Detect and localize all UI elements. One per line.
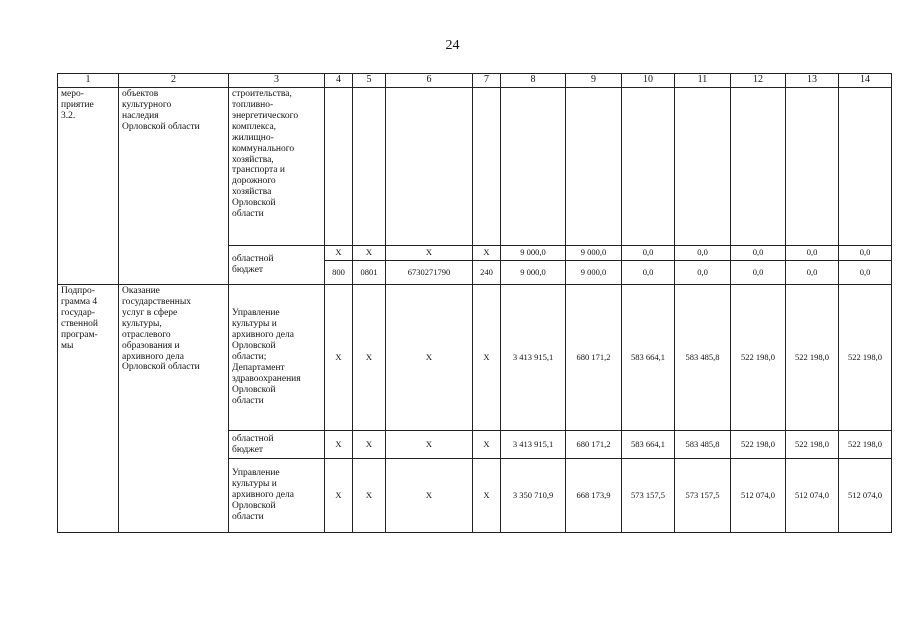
column-number: 4 (325, 74, 353, 88)
value-cell: 680 171,2 (566, 285, 622, 431)
column-number: 2 (119, 74, 229, 88)
page-number: 24 (445, 38, 460, 53)
value-cell: 522 198,0 (839, 431, 892, 459)
value-cell: 522 198,0 (731, 285, 786, 431)
column-number: 11 (675, 74, 731, 88)
value-cell: 0,0 (731, 246, 786, 261)
column-number: 13 (786, 74, 839, 88)
value-cell: 0,0 (839, 246, 892, 261)
value-cell: 573 157,5 (622, 459, 675, 533)
column-number: 5 (353, 74, 386, 88)
value-cell: 512 074,0 (731, 459, 786, 533)
value-cell: 522 198,0 (839, 285, 892, 431)
value-cell: 0,0 (675, 261, 731, 285)
value-cell: 680 171,2 (566, 431, 622, 459)
value-cell: 0,0 (786, 246, 839, 261)
executor-cell: строительства, топливно- энергетического комплекса, жилищно- коммунального хозяйства, транспорта и дорожного хозяйства Орловской области (229, 88, 325, 246)
value-cell: 3 413 915,1 (501, 431, 566, 459)
value-cell: 0,0 (731, 261, 786, 285)
value-cell: X (473, 246, 501, 261)
column-number: 9 (566, 74, 622, 88)
value-cell: X (325, 431, 353, 459)
value-cell: 512 074,0 (786, 459, 839, 533)
budget-table (57, 73, 892, 533)
item-code-cell: Подпро- грамма 4 государ- ственной програм- мы (58, 285, 119, 533)
value-cell: 583 664,1 (622, 431, 675, 459)
value-cell: X (353, 431, 386, 459)
value-cell: 0801 (353, 261, 386, 285)
item-name-cell: Оказание государственных услуг в сфере культуры, отраслевого образования и архивного дела Орловской области (119, 285, 229, 533)
value-cell: 0,0 (622, 261, 675, 285)
value-cell: X (325, 285, 353, 431)
value-cell: 583 485,8 (675, 285, 731, 431)
value-cell: 0,0 (675, 246, 731, 261)
value-cell: X (325, 246, 353, 261)
value-cell: X (473, 285, 501, 431)
table-row (58, 88, 892, 246)
value-cell: 9 000,0 (566, 261, 622, 285)
executor-cell: Управление культуры и архивного дела Орловской области; Департамент здравоохранения Орловской области (229, 285, 325, 431)
value-cell: 583 485,8 (675, 431, 731, 459)
value-cell: 0,0 (786, 261, 839, 285)
item-code-cell: меро- приятие 3.2. (58, 88, 119, 285)
value-cell: X (353, 459, 386, 533)
column-number: 14 (839, 74, 892, 88)
value-cell: X (386, 459, 473, 533)
value-cell: 583 664,1 (622, 285, 675, 431)
column-number: 12 (731, 74, 786, 88)
value-cell: 3 413 915,1 (501, 285, 566, 431)
value-cell: X (353, 246, 386, 261)
column-number: 6 (386, 74, 473, 88)
column-number-row (58, 74, 892, 88)
budget-source-cell: областной бюджет (229, 246, 325, 285)
value-cell: 9 000,0 (566, 246, 622, 261)
column-number: 1 (58, 74, 119, 88)
value-cell: 522 198,0 (731, 431, 786, 459)
value-cell: 0,0 (839, 261, 892, 285)
column-number: 8 (501, 74, 566, 88)
value-cell: X (353, 285, 386, 431)
table-row (58, 285, 892, 431)
value-cell: X (325, 459, 353, 533)
value-cell: 240 (473, 261, 501, 285)
column-number: 7 (473, 74, 501, 88)
value-cell: 6730271790 (386, 261, 473, 285)
budget-source-cell: областной бюджет (229, 431, 325, 459)
value-cell: X (473, 459, 501, 533)
column-number: 3 (229, 74, 325, 88)
value-cell: 512 074,0 (839, 459, 892, 533)
value-cell: X (386, 285, 473, 431)
value-cell: X (386, 431, 473, 459)
column-number: 10 (622, 74, 675, 88)
value-cell: 9 000,0 (501, 246, 566, 261)
value-cell: 800 (325, 261, 353, 285)
value-cell: X (386, 246, 473, 261)
value-cell: 573 157,5 (675, 459, 731, 533)
value-cell: X (473, 431, 501, 459)
value-cell: 0,0 (622, 246, 675, 261)
value-cell: 522 198,0 (786, 285, 839, 431)
value-cell: 522 198,0 (786, 431, 839, 459)
item-name-cell: объектов культурного наследия Орловской области (119, 88, 229, 285)
value-cell: 3 350 710,9 (501, 459, 566, 533)
value-cell: 9 000,0 (501, 261, 566, 285)
executor-cell: Управление культуры и архивного дела Орловской области (229, 459, 325, 533)
value-cell: 668 173,9 (566, 459, 622, 533)
